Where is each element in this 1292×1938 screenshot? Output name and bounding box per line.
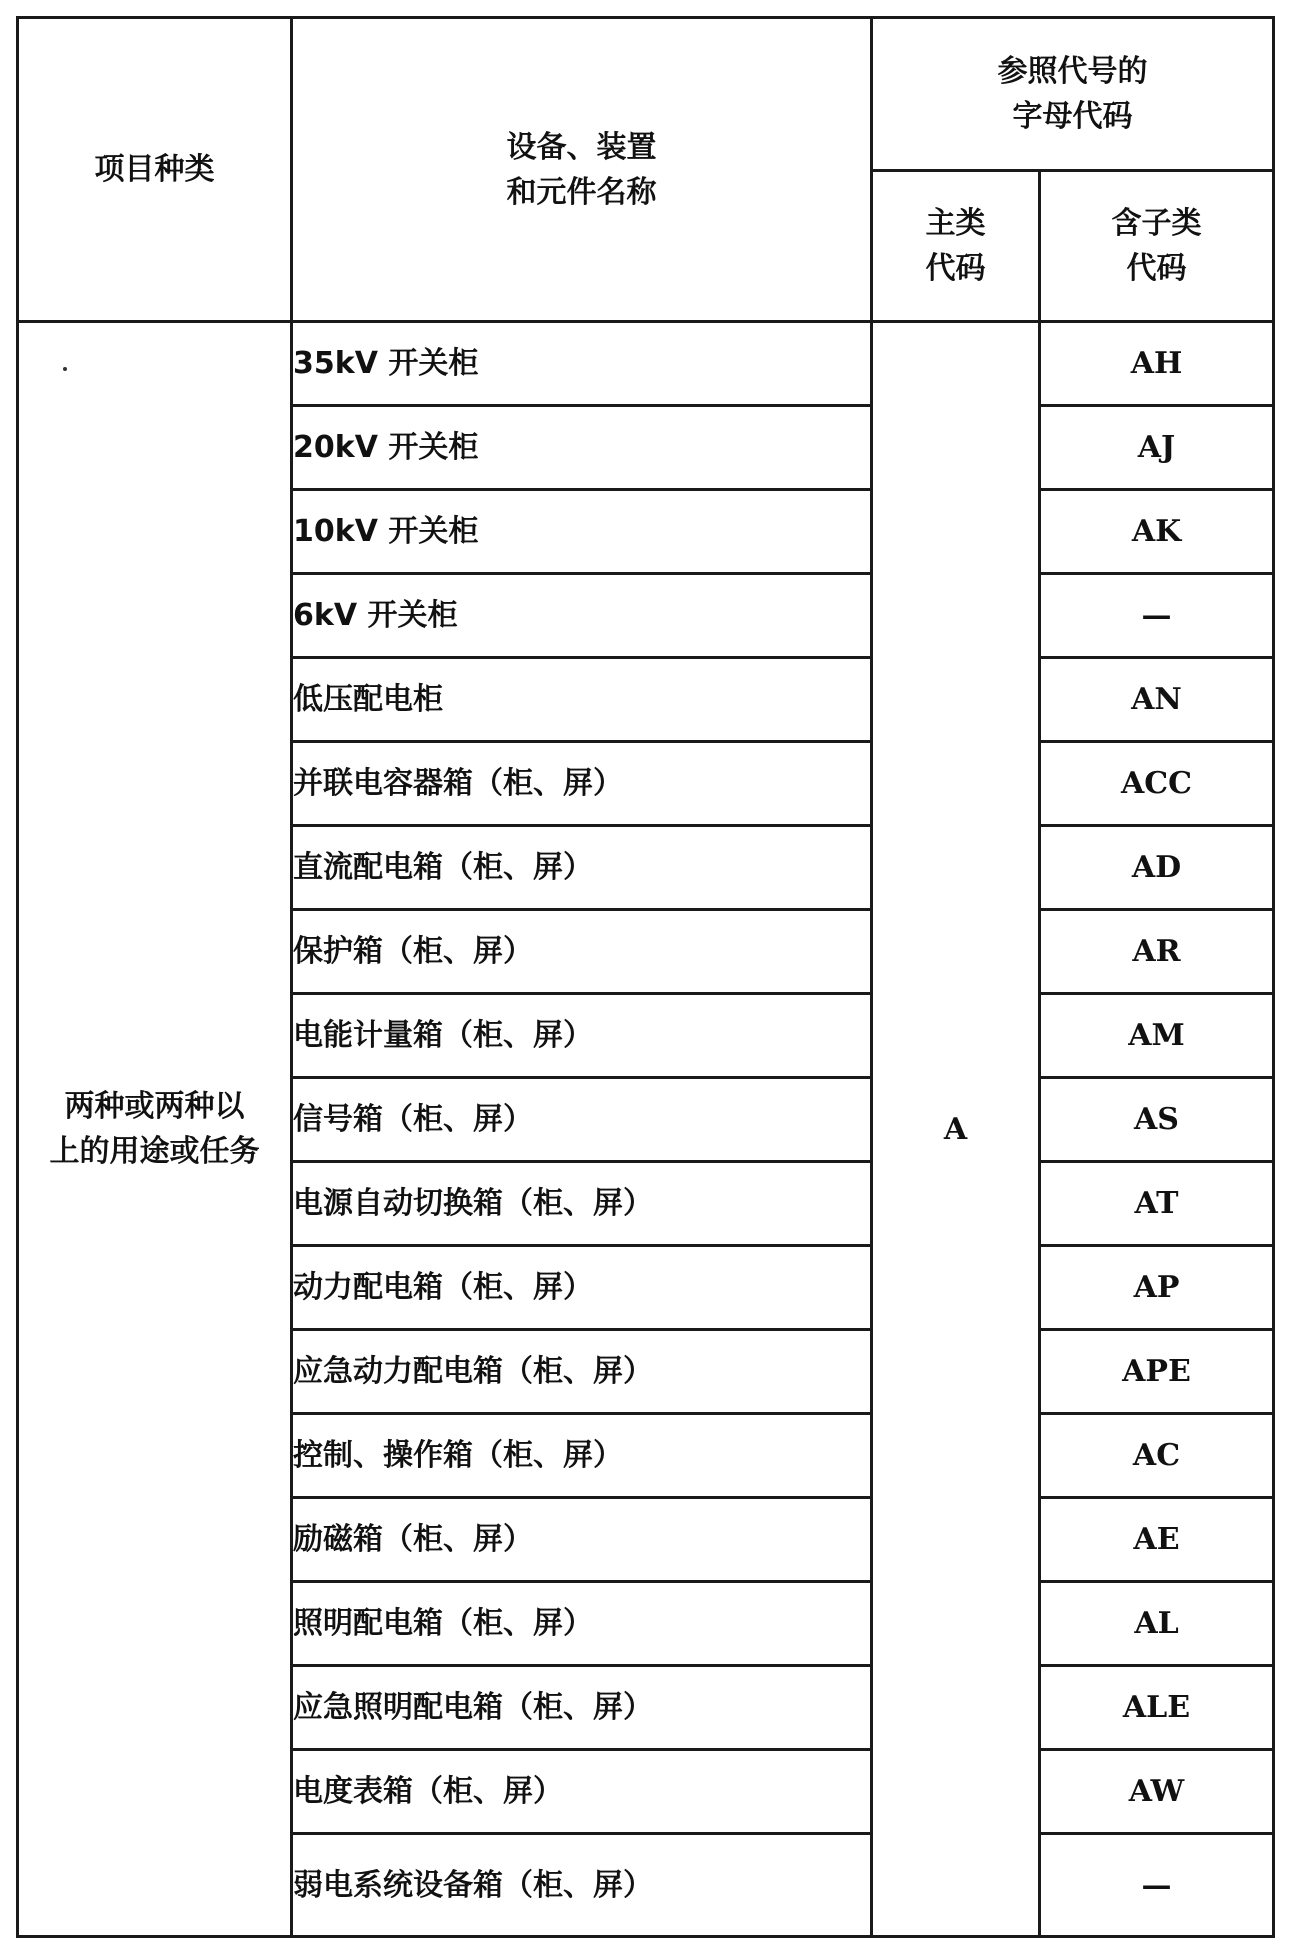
category-line2: 上的用途或任务 — [49, 1134, 260, 1169]
header-sub-code — [1040, 171, 1274, 322]
sub-code: AL — [1040, 1582, 1274, 1666]
sub-code: AC — [1040, 1414, 1274, 1498]
category-line1: 两种或两种以 — [64, 1089, 245, 1124]
device-name: 直流配电箱（柜、屏） — [292, 826, 872, 910]
device-name: 电源自动切换箱（柜、屏） — [292, 1162, 872, 1246]
header-sub-line2: 代码 — [1126, 251, 1187, 286]
sub-code: AK — [1040, 490, 1274, 574]
sub-code: ACC — [1040, 742, 1274, 826]
device-name: 照明配电箱（柜、屏） — [292, 1582, 872, 1666]
device-name: 信号箱（柜、屏） — [292, 1078, 872, 1162]
sub-code: AT — [1040, 1162, 1274, 1246]
stray-dot — [63, 367, 67, 371]
sub-code: AN — [1040, 658, 1274, 742]
header-ref-line1: 参照代号的 — [997, 54, 1148, 89]
header-main-code — [872, 171, 1040, 322]
device-name: 低压配电柜 — [292, 658, 872, 742]
device-name: 35kV 开关柜 — [292, 322, 872, 406]
device-name: 电能计量箱（柜、屏） — [292, 994, 872, 1078]
header-name-line1: 设备、装置 — [506, 129, 657, 165]
sub-code: — — [1040, 1834, 1274, 1937]
device-name: 控制、操作箱（柜、屏） — [292, 1414, 872, 1498]
sub-code: AE — [1040, 1498, 1274, 1582]
sub-code: AJ — [1040, 406, 1274, 490]
main-code-cell: A — [872, 322, 1040, 1937]
header-ref-code — [872, 18, 1274, 171]
header-main-line1: 主类 — [925, 206, 986, 241]
table-body — [18, 322, 1274, 1937]
sub-code: — — [1040, 574, 1274, 658]
device-name: 6kV 开关柜 — [292, 574, 872, 658]
sub-code: AR — [1040, 910, 1274, 994]
sub-code: AW — [1040, 1750, 1274, 1834]
device-name: 弱电系统设备箱（柜、屏） — [292, 1834, 872, 1937]
device-name: 并联电容器箱（柜、屏） — [292, 742, 872, 826]
header-main-line2: 代码 — [925, 251, 986, 286]
header-name-line2: 和元件名称 — [506, 174, 657, 210]
header-ref-line2: 字母代码 — [1012, 99, 1133, 134]
table-row — [18, 322, 1274, 406]
header-sub-line1: 含子类 — [1111, 206, 1202, 241]
sub-code: AH — [1040, 322, 1274, 406]
device-name: 10kV 开关柜 — [292, 490, 872, 574]
device-name: 保护箱（柜、屏） — [292, 910, 872, 994]
device-name: 电度表箱（柜、屏） — [292, 1750, 872, 1834]
sub-code: AS — [1040, 1078, 1274, 1162]
device-name: 励磁箱（柜、屏） — [292, 1498, 872, 1582]
device-name: 20kV 开关柜 — [292, 406, 872, 490]
sub-code: AM — [1040, 994, 1274, 1078]
sub-code: AD — [1040, 826, 1274, 910]
device-name: 动力配电箱（柜、屏） — [292, 1246, 872, 1330]
device-name: 应急动力配电箱（柜、屏） — [292, 1330, 872, 1414]
sub-code: ALE — [1040, 1666, 1274, 1750]
header-name — [292, 18, 872, 322]
sub-code: APE — [1040, 1330, 1274, 1414]
device-name: 应急照明配电箱（柜、屏） — [292, 1666, 872, 1750]
sub-code: AP — [1040, 1246, 1274, 1330]
header-category: 项目种类 — [18, 18, 292, 322]
reference-code-table — [16, 16, 1275, 1938]
category-cell — [18, 322, 292, 1937]
